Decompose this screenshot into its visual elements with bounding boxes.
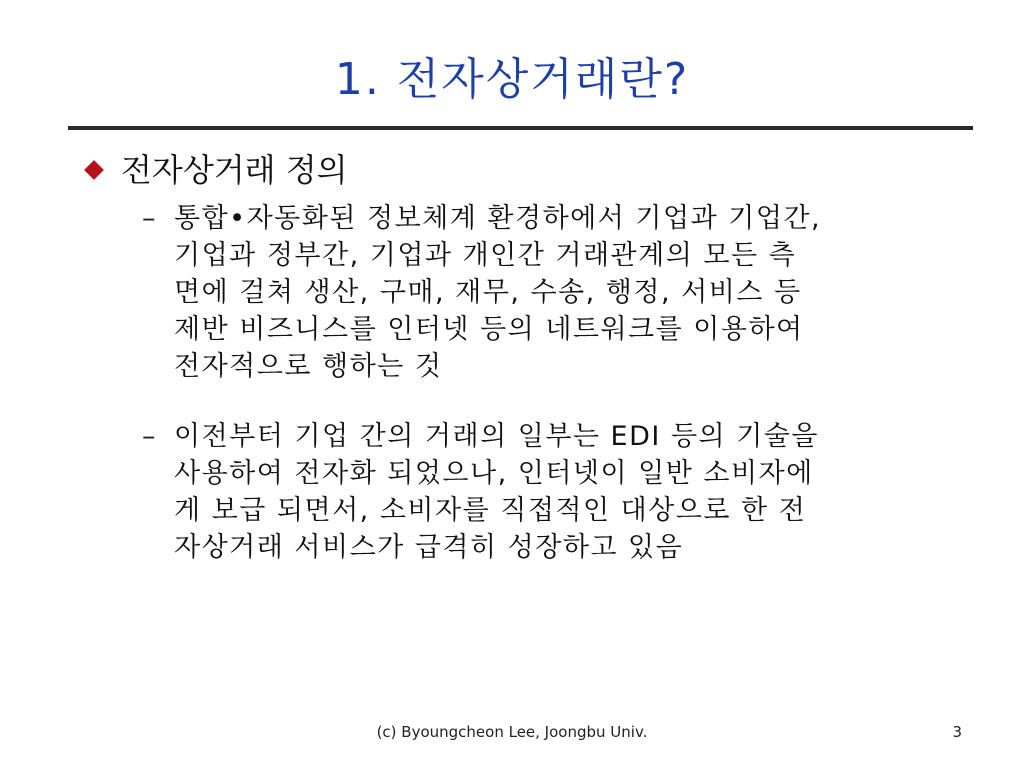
- text-line: 전자적으로 행하는 것: [174, 351, 443, 382]
- dash-bullet-icon: –: [142, 421, 156, 452]
- page-number: 3: [952, 723, 962, 741]
- text-line: 자상거래 서비스가 급격히 성장하고 있음: [174, 532, 684, 563]
- text-line: 게 보급 되면서, 소비자를 직접적인 대상으로 한 전: [174, 495, 807, 526]
- text-line: 기업과 정부간, 기업과 개인간 거래관계의 모든 측: [174, 240, 797, 271]
- main-bullet: [84, 148, 348, 192]
- sub-item-definition: [142, 200, 972, 385]
- text-line: 사용하여 전자화 되었으나, 인터넷이 일반 소비자에: [174, 458, 814, 489]
- title-divider: [68, 126, 973, 130]
- slide-title: 1. 전자상거래란?: [334, 54, 690, 105]
- footer-credit: (c) Byoungcheon Lee, Joongbu Univ.: [376, 723, 648, 741]
- sub-item-history: [142, 418, 972, 566]
- text-line: 제반 비즈니스를 인터넷 등의 네트워크를 이용하여: [174, 314, 804, 345]
- sub-item-text: [174, 418, 819, 566]
- text-line: 면에 걸쳐 생산, 구매, 재무, 수송, 행정, 서비스 등: [174, 277, 802, 308]
- diamond-bullet-icon: [84, 160, 104, 180]
- main-bullet-text: 전자상거래 정의: [121, 151, 348, 189]
- text-line: 이전부터 기업 간의 거래의 일부는 EDI 등의 기술을: [174, 421, 819, 452]
- text-line: 통합•자동화된 정보체계 환경하에서 기업과 기업간,: [174, 203, 822, 234]
- sub-item-text: [174, 200, 821, 385]
- dash-bullet-icon: –: [142, 203, 156, 234]
